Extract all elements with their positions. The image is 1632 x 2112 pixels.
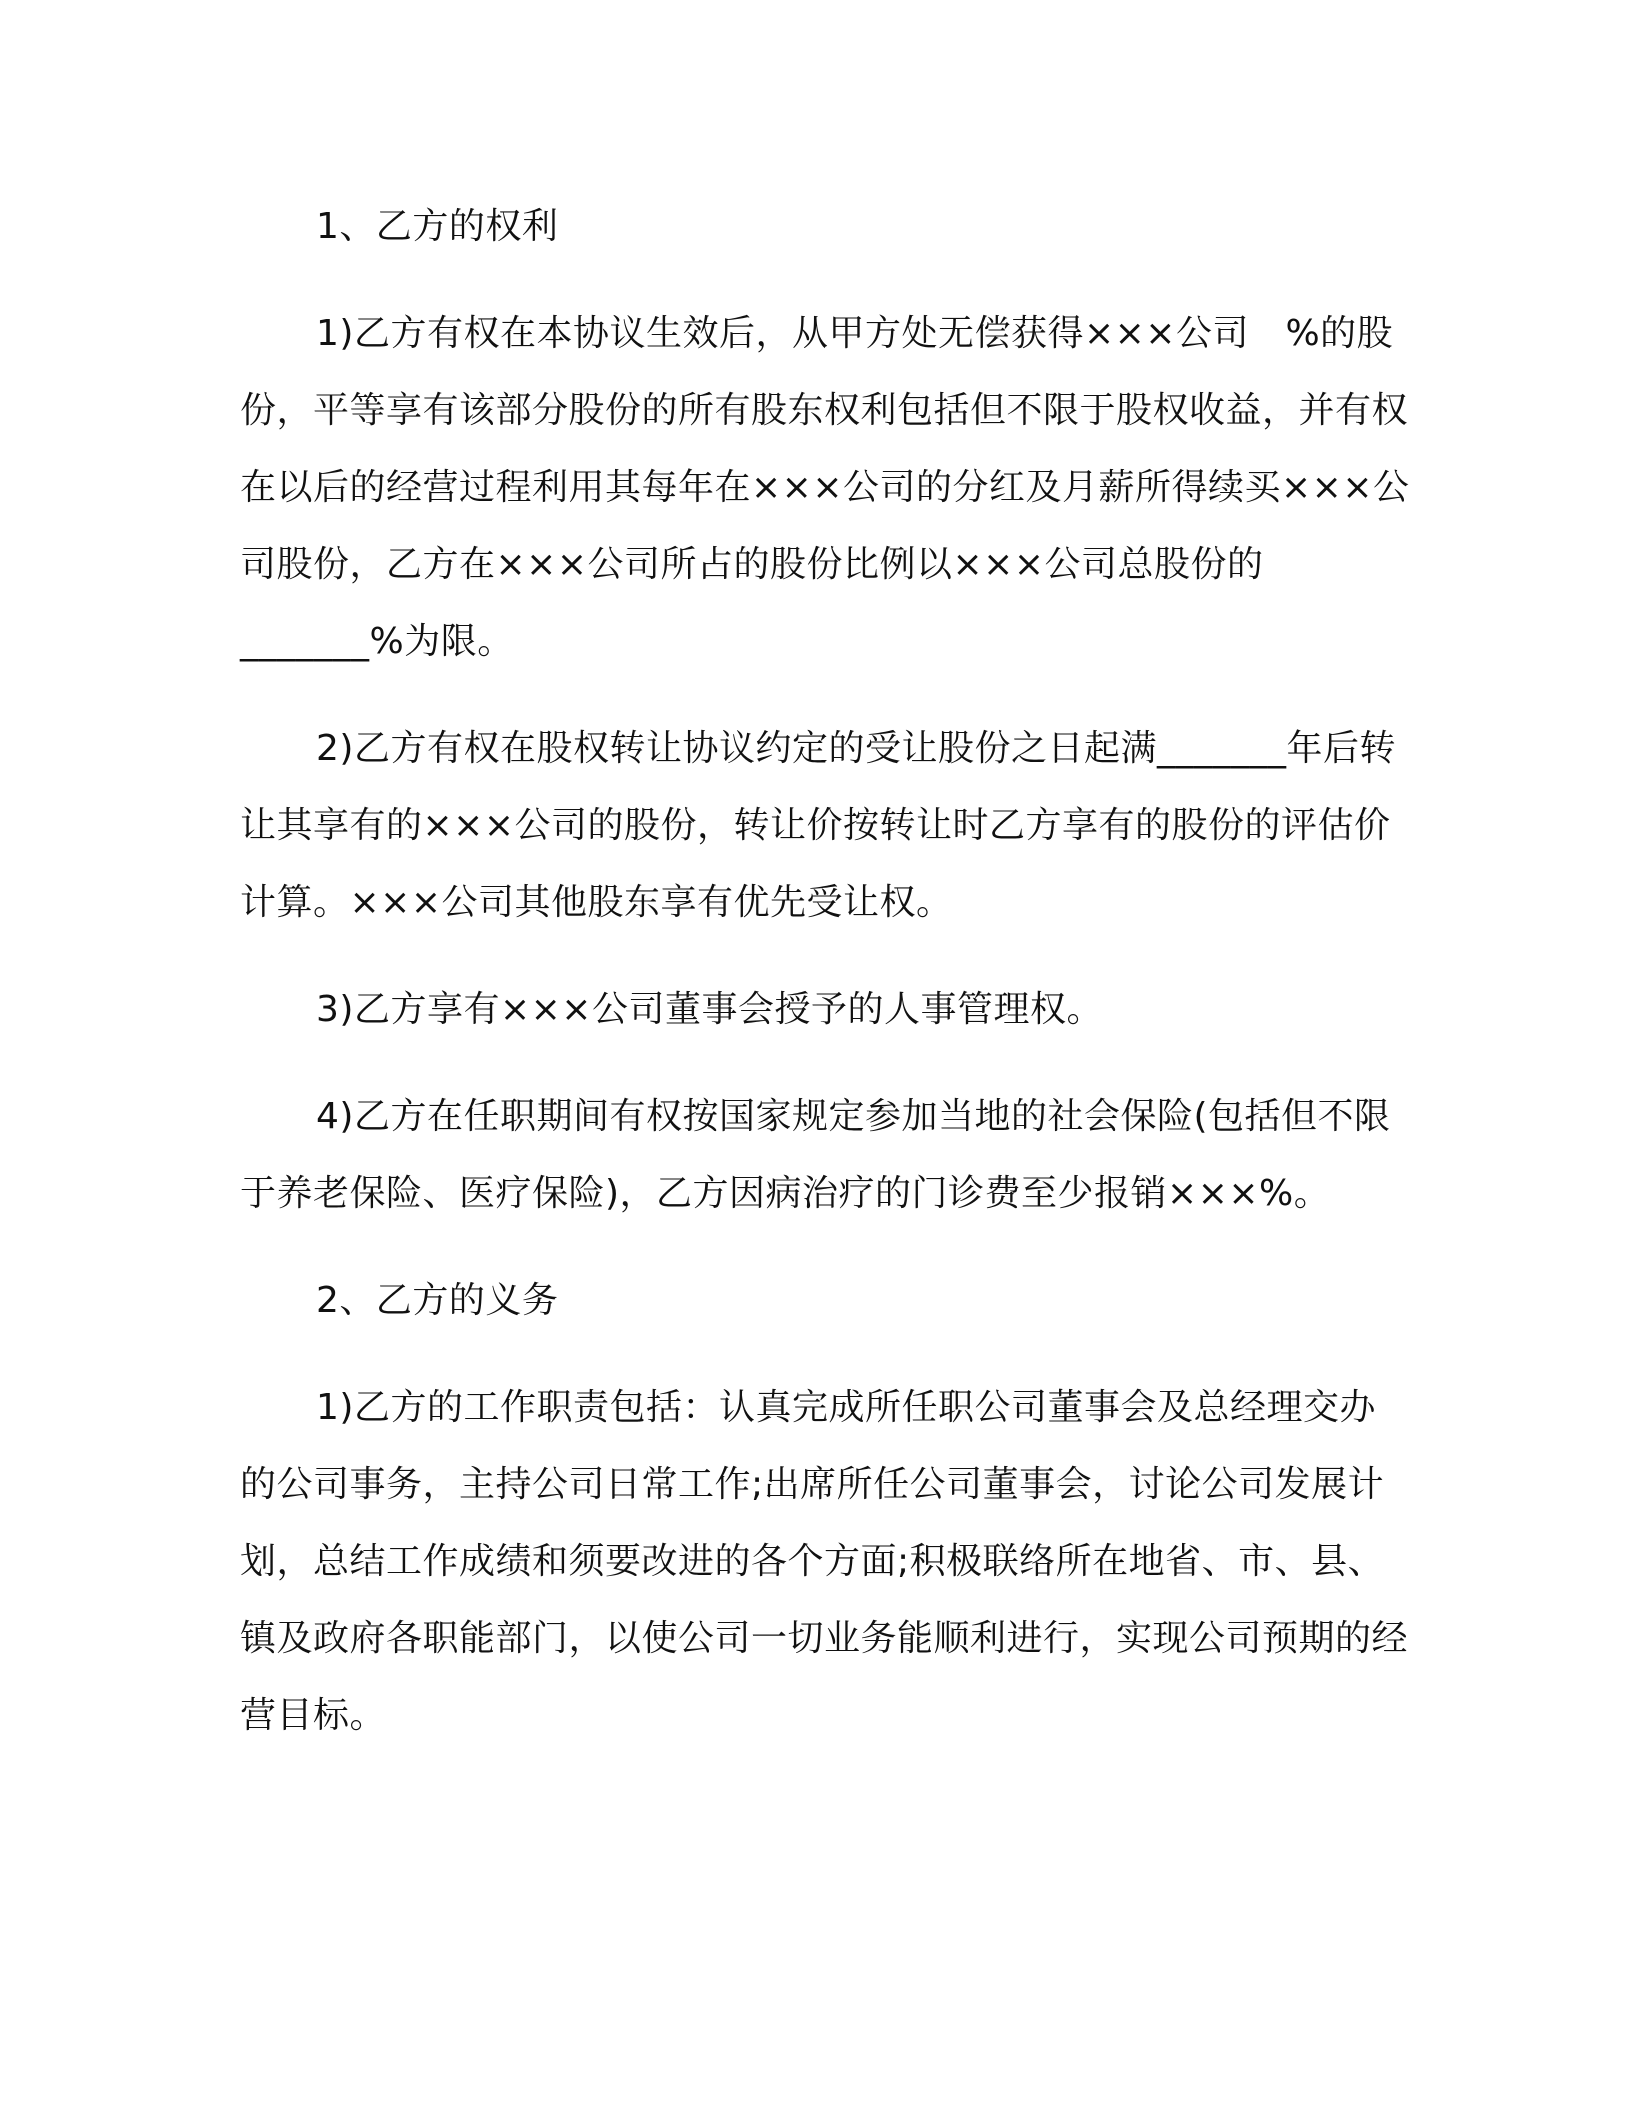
document-body [240,188,1410,1754]
obligations-paragraph-1: 1)乙方的工作职责包括：认真完成所任职公司董事会及总经理交办的公司事务，主持公司日常工作;出席所任公司董事会，讨论公司发展计划，总结工作成绩和须要改进的各个方面;积极联络所在地省、市、县、镇及政府各职能部门，以使公司一切业务能顺利进行，实现公司预期的经营目标。 [240,1387,1409,1736]
rights-paragraph-4: 4)乙方在任职期间有权按国家规定参加当地的社会保险(包括但不限于养老保险、医疗保险)，乙方因病治疗的门诊费至少报销×××%。 [240,1096,1391,1214]
section-heading-rights: 1、乙方的权利 [316,206,559,247]
section-heading-obligations: 2、乙方的义务 [316,1280,559,1321]
rights-paragraph-1: 1)乙方有权在本协议生效后，从甲方处无偿获得×××公司 %的股份，平等享有该部分股份的所有股东权利包括但不限于股权收益，并有权在以后的经营过程利用其每年在×××公司的分红及月薪所得续买×××公司股份，乙方在×××公司所占的股份比例以×××公司总股份的_______%为限。 [240,313,1410,662]
rights-paragraph-2: 2)乙方有权在股权转让协议约定的受让股份之日起满_______年后转让其享有的×××公司的股份，转让价按转让时乙方享有的股份的评估价计算。×××公司其他股东享有优先受让权。 [240,728,1396,923]
rights-paragraph-3: 3)乙方享有×××公司董事会授予的人事管理权。 [316,989,1103,1030]
